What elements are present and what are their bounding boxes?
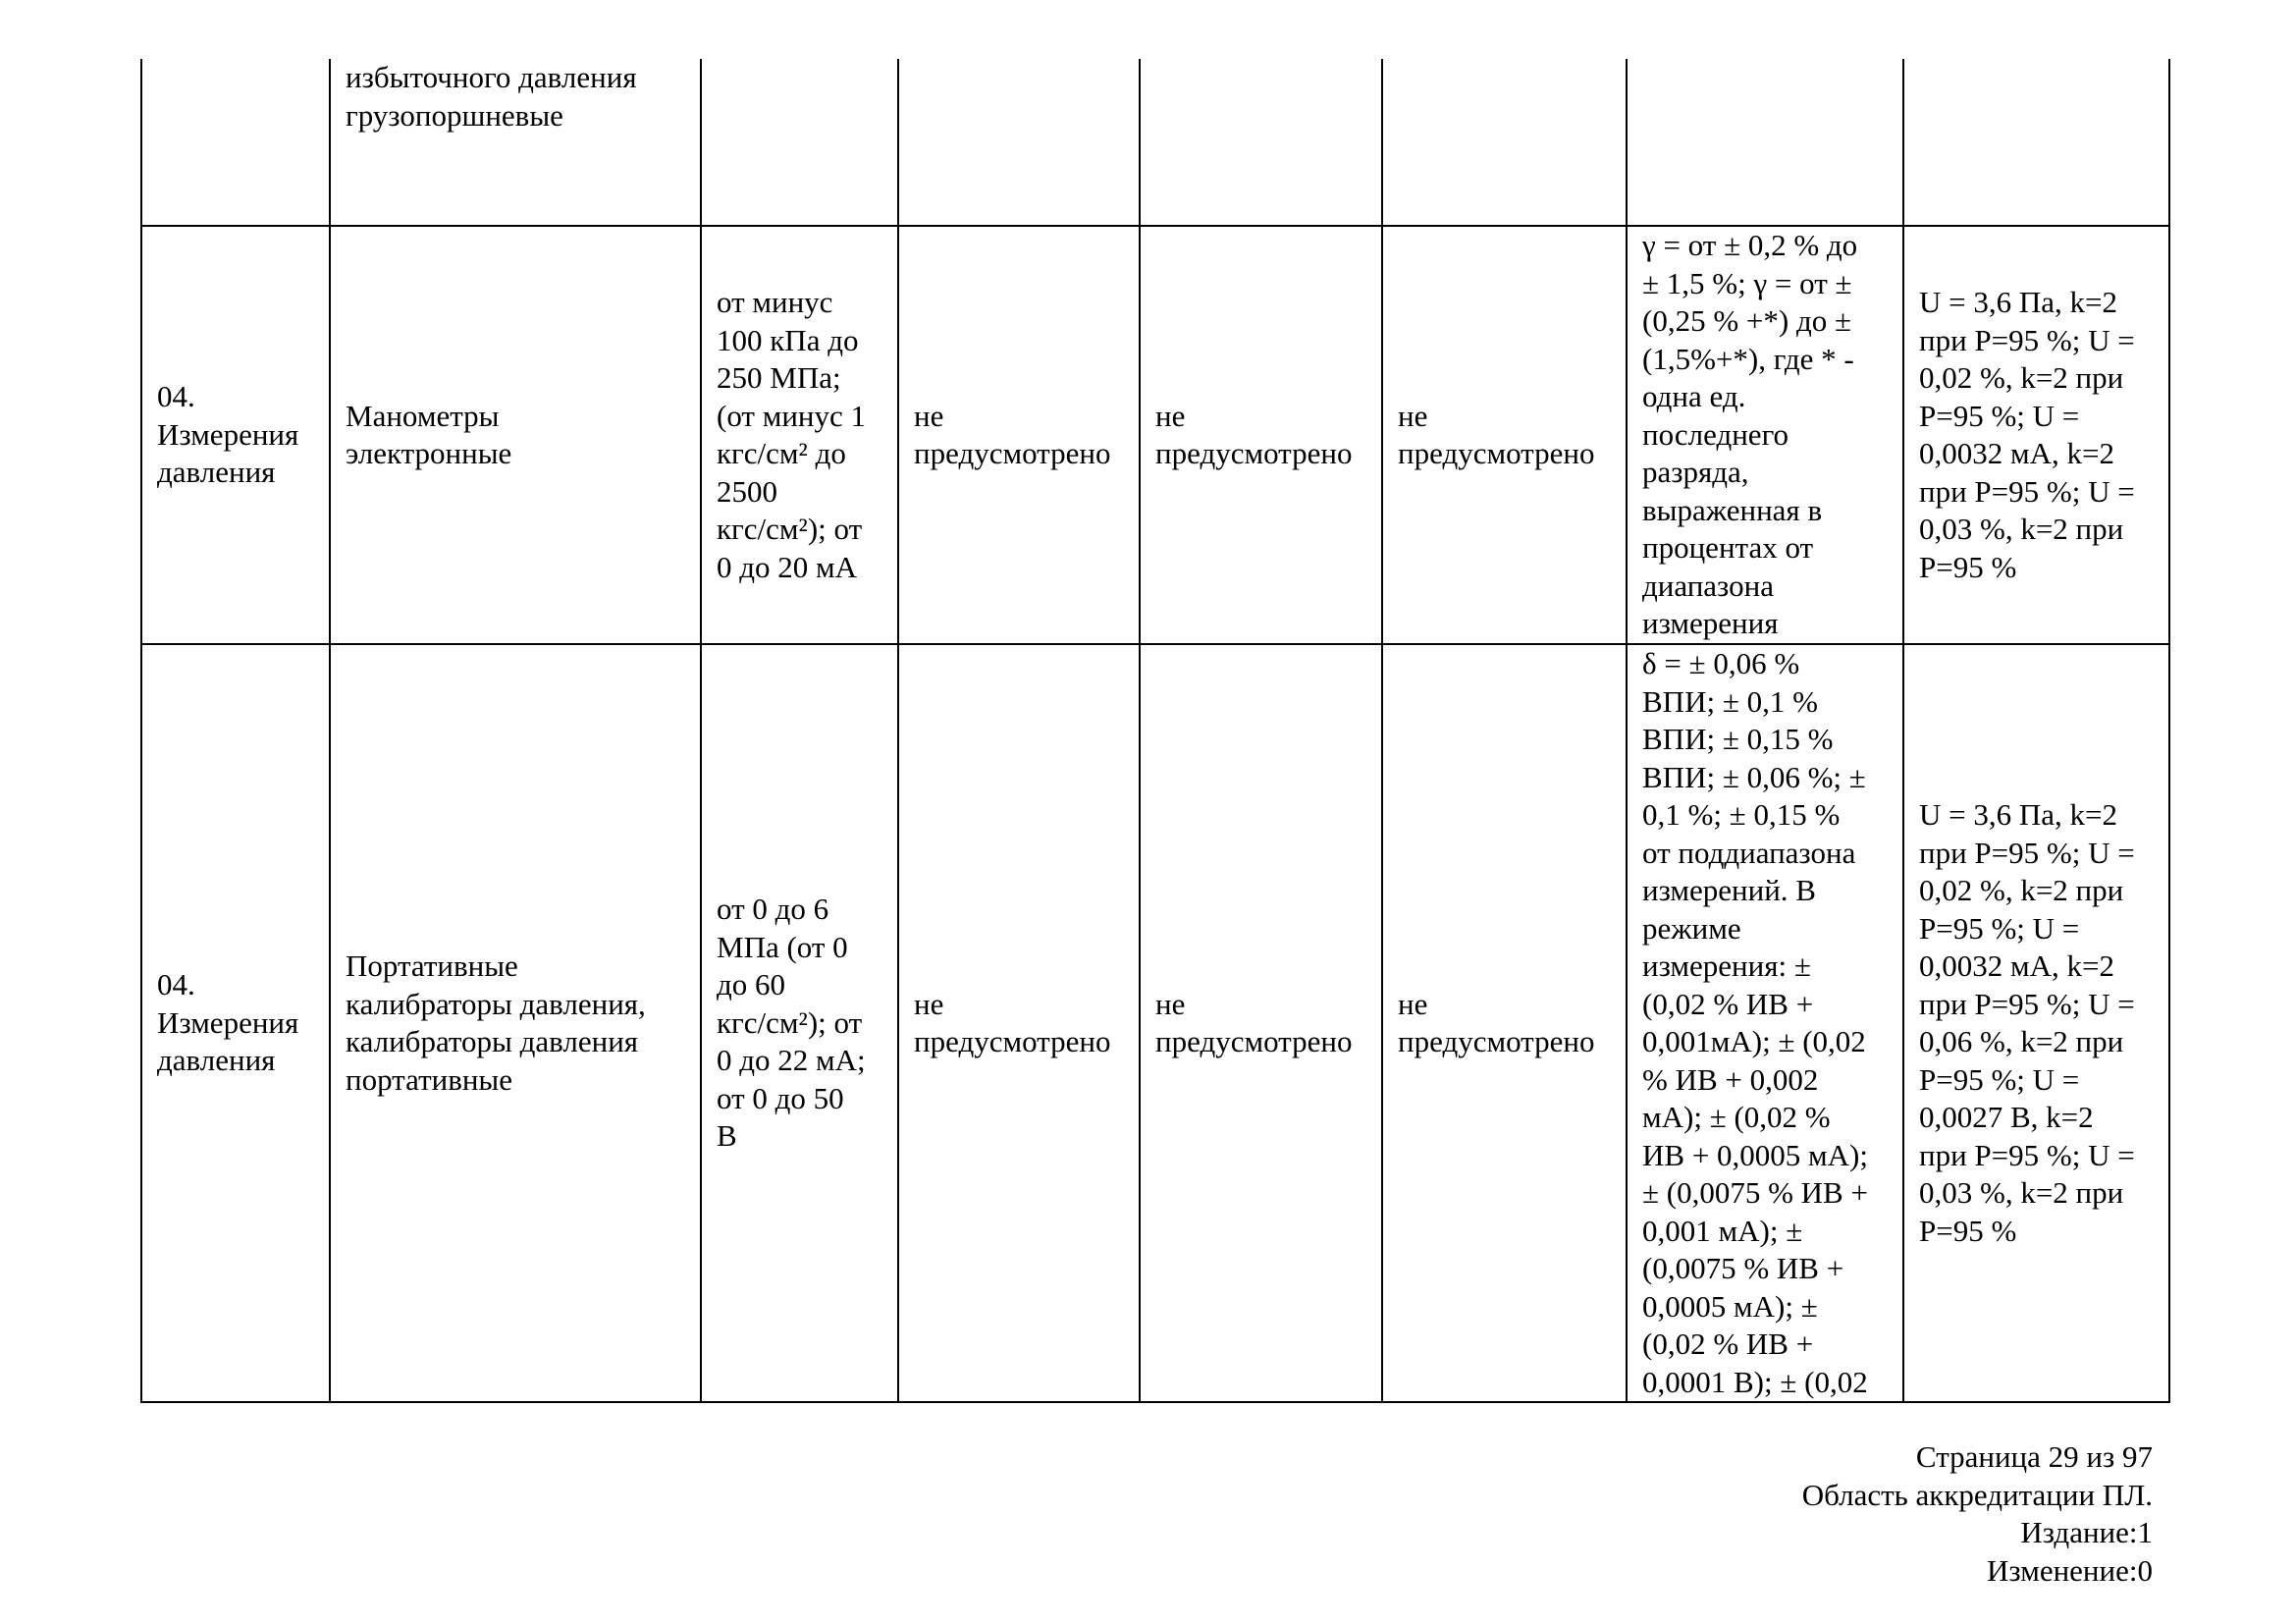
cell-text-line: В [717, 1118, 737, 1154]
cell-text-line: измерения: ± [1642, 948, 1811, 983]
revision-label: Изменение:0 [1987, 1552, 2153, 1588]
cell-col4 [898, 59, 1140, 226]
cell-text-line: предусмотрено [914, 1024, 1111, 1058]
cell-instrument [330, 59, 701, 226]
cell-measurement-range [701, 644, 898, 1402]
cell-text-line: 0,0001 В); ± (0,02 [1642, 1364, 1868, 1399]
cell-text-line: (1,5%+*), где * - [1642, 341, 1854, 376]
cell-text-line: предусмотрено [1398, 1024, 1595, 1058]
cell-text-line: предусмотрено [1155, 1024, 1353, 1058]
cell-text-line: не [1155, 398, 1186, 433]
cell-text-line: 2500 [717, 473, 777, 509]
cell-text-line: диапазона [1642, 568, 1774, 603]
cell-text-line: кгс/см² до [717, 436, 846, 470]
cell-uncertainty [1903, 59, 2169, 226]
cell-text-line: 0,02 %, k=2 при [1919, 873, 2124, 907]
cell-text-line: при P=95 %; U = [1919, 986, 2135, 1021]
cell-text-line: МПа (от 0 [717, 929, 848, 964]
cell-text-line: предусмотрено [1155, 436, 1353, 470]
cell-text-line: Манометры [346, 398, 500, 433]
cell-instrument [330, 644, 701, 1402]
page-number: Страница 29 из 97 [1915, 1439, 2153, 1474]
cell-text-line: P=95 % [1919, 549, 2017, 584]
cell-accuracy [1627, 59, 1903, 226]
cell-text-line: 04. [157, 379, 195, 414]
page-footer [1802, 1438, 2153, 1590]
cell-text-line: P=95 %; U = [1919, 1061, 2080, 1097]
cell-text-line: P=95 % [1919, 1213, 2017, 1248]
cell-text-line: ВПИ; ± 0,1 % [1642, 683, 1818, 719]
accreditation-scope-label: Область аккредитации ПЛ. [1801, 1477, 2153, 1512]
cell-text-line: U = 3,6 Па, k=2 [1919, 285, 2117, 319]
cell-col5 [1140, 59, 1382, 226]
cell-text-line: ± (0,0075 % ИВ + [1642, 1175, 1868, 1210]
cell-text-line: 100 кПа до [717, 322, 859, 357]
cell-col5 [1140, 226, 1382, 644]
table-row [141, 226, 2169, 644]
cell-text-line: калибраторы давления [346, 1024, 639, 1058]
cell-text-line: 0,001 мА); ± [1642, 1213, 1803, 1248]
cell-text-line: 0,03 %, k=2 при [1919, 512, 2124, 546]
cell-text-line: выраженная в [1642, 492, 1823, 527]
cell-text-line: ВПИ; ± 0,15 % [1642, 722, 1834, 756]
cell-text-line: (0,25 % +*) до ± [1642, 303, 1851, 339]
cell-text-line: не [1155, 986, 1186, 1021]
cell-text-line: от минус [717, 285, 833, 319]
cell-text-line: (0,02 % ИВ + [1642, 986, 1814, 1021]
cell-text-line: не [914, 398, 944, 433]
cell-accuracy [1627, 644, 1903, 1402]
cell-text-line: не [914, 986, 944, 1021]
cell-col6 [1382, 59, 1627, 226]
cell-text-line: до 60 [717, 967, 786, 1002]
cell-text-line: давления [157, 455, 276, 490]
cell-text-line: измерений. В [1642, 873, 1816, 907]
cell-text-line: кгс/см²); от [717, 512, 863, 546]
cell-text-line: от 0 до 6 [717, 892, 829, 927]
cell-text-line: P=95 %; U = [1919, 398, 2080, 433]
accreditation-scope-table [140, 59, 2170, 1403]
cell-text-line: от 0 до 50 [717, 1080, 844, 1115]
cell-text-line: 0 до 22 мА; [717, 1043, 866, 1078]
cell-measurement-range [701, 59, 898, 226]
cell-text-line: 0 до 20 мА [717, 549, 858, 584]
cell-text-line: 0,0032 мА, k=2 [1919, 948, 2114, 983]
cell-text-line: 0,06 %, k=2 при [1919, 1024, 2124, 1058]
cell-instrument [330, 226, 701, 644]
table-row [141, 59, 2169, 226]
cell-text-line: 0,1 %; ± 0,15 % [1642, 797, 1841, 832]
cell-text-line: (0,0075 % ИВ + [1642, 1251, 1844, 1285]
cell-text-line: Измерения [157, 416, 299, 452]
cell-text-line: разряда, [1642, 455, 1749, 490]
cell-text-line: предусмотрено [1398, 436, 1595, 470]
cell-text-line: 250 МПа; [717, 360, 841, 395]
cell-text-line: γ = от ± 0,2 % до [1642, 228, 1858, 263]
cell-text-line: мА); ± (0,02 % [1642, 1100, 1831, 1134]
cell-text-line: при P=95 %; U = [1919, 473, 2135, 509]
cell-text-line: электронные [346, 436, 512, 470]
cell-col6 [1382, 644, 1627, 1402]
cell-text-line: не [1398, 986, 1428, 1021]
cell-text-line: δ = ± 0,06 % [1642, 646, 1800, 680]
cell-col4 [898, 644, 1140, 1402]
edition-label: Издание:1 [2020, 1515, 2153, 1549]
cell-uncertainty [1903, 644, 2169, 1402]
cell-text-line: калибраторы давления, [346, 986, 646, 1021]
cell-text-line: одна ед. [1642, 379, 1746, 414]
cell-text-line: 0,03 %, k=2 при [1919, 1175, 2124, 1210]
cell-measurement-range [701, 226, 898, 644]
table-row [141, 644, 2169, 1402]
cell-text-line: 04. [157, 967, 195, 1002]
cell-col5 [1140, 644, 1382, 1402]
cell-text-line: 0,02 %, k=2 при [1919, 360, 2124, 395]
cell-col6 [1382, 226, 1627, 644]
cell-text-line: ± 1,5 %; γ = от ± [1642, 265, 1852, 300]
cell-text-line: % ИВ + 0,002 [1642, 1061, 1819, 1097]
cell-text-line: портативные [346, 1061, 513, 1097]
cell-uncertainty [1903, 226, 2169, 644]
cell-text-line: U = 3,6 Па, k=2 [1919, 797, 2117, 832]
cell-text-line: ВПИ; ± 0,06 %; ± [1642, 759, 1866, 794]
cell-text-line: при P=95 %; U = [1919, 322, 2135, 357]
cell-text-line: P=95 %; U = [1919, 910, 2080, 946]
cell-text-line: Портативные [346, 948, 518, 983]
cell-text-line: от поддиапазона [1642, 835, 1856, 870]
cell-section [141, 226, 330, 644]
cell-text-line: при P=95 %; U = [1919, 835, 2135, 870]
cell-text-line: при P=95 %; U = [1919, 1137, 2135, 1172]
cell-text-line: кгс/см²); от [717, 1004, 863, 1040]
cell-text-line: 0,0027 В, k=2 [1919, 1100, 2094, 1134]
cell-text-line: измерения [1642, 606, 1779, 641]
cell-text-line: (0,02 % ИВ + [1642, 1326, 1814, 1361]
cell-section [141, 644, 330, 1402]
cell-col4 [898, 226, 1140, 644]
cell-text-line: (от минус 1 [717, 398, 867, 433]
cell-text-line: грузопоршневые [346, 97, 563, 133]
cell-text-line: давления [157, 1043, 276, 1078]
cell-text-line: 0,001мА); ± (0,02 [1642, 1024, 1866, 1058]
cell-text-line: не [1398, 398, 1428, 433]
cell-text-line: 0,0032 мА, k=2 [1919, 436, 2114, 470]
cell-text-line: процентах от [1642, 530, 1814, 566]
cell-text-line: режиме [1642, 910, 1741, 946]
cell-text-line: 0,0005 мА); ± [1642, 1288, 1818, 1324]
cell-section [141, 59, 330, 226]
cell-text-line: предусмотрено [914, 436, 1111, 470]
cell-text-line: Измерения [157, 1004, 299, 1040]
cell-text-line: ИВ + 0,0005 мА); [1642, 1137, 1868, 1172]
cell-text-line: избыточного давления [346, 60, 637, 94]
cell-accuracy [1627, 226, 1903, 644]
cell-text-line: последнего [1642, 416, 1789, 452]
